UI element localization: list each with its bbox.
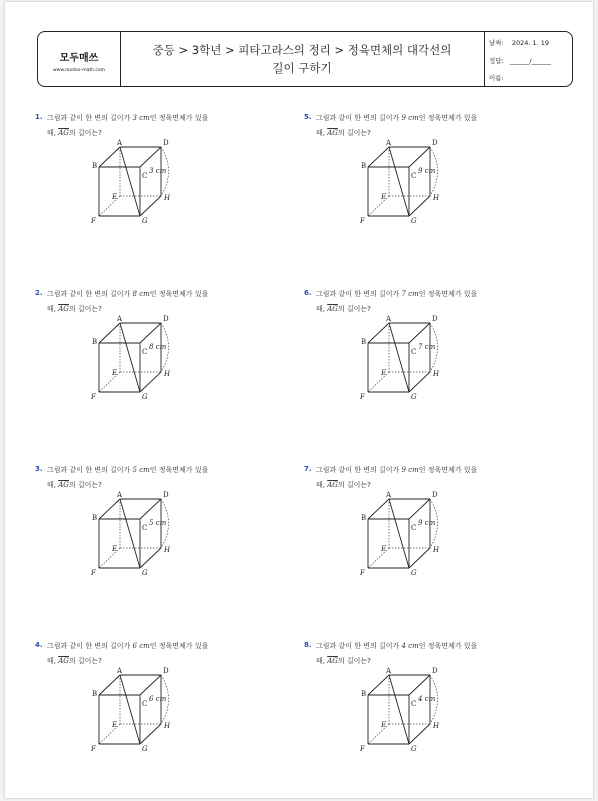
cube-edge	[120, 675, 140, 744]
cube-edge	[140, 147, 161, 167]
vertex-label-b: B	[92, 514, 98, 522]
vertex-label-d: D	[163, 667, 169, 675]
vertex-label-g: G	[142, 393, 148, 401]
vertex-label-g: G	[142, 569, 148, 577]
vertex-label-a: A	[386, 667, 392, 675]
segment-name: $\overline{AG}$	[58, 305, 69, 313]
problem-number: 4.	[35, 641, 43, 649]
vertex-label-c: C	[411, 348, 417, 356]
vertex-label-e: E	[112, 369, 118, 377]
problem-number: 1.	[35, 113, 43, 121]
side-length-unit: cm	[408, 642, 419, 650]
side-length-value: 6	[132, 642, 137, 650]
vertex-label-c: C	[411, 700, 417, 708]
problem-number: 7.	[304, 465, 312, 473]
vertex-label-e: E	[381, 721, 387, 729]
cube-edge	[409, 196, 430, 216]
side-length-unit: cm	[139, 114, 150, 122]
cube-edge	[140, 499, 161, 519]
logo	[38, 32, 121, 86]
problem-text-post: 인 정육면체가 있을	[418, 114, 478, 122]
title-line-2: 길이 구하기	[272, 61, 332, 75]
name-label: 이름:	[489, 74, 504, 82]
cube-figure	[359, 491, 469, 577]
vertex-label-c: C	[142, 524, 148, 532]
vertex-label-e: E	[112, 545, 118, 553]
vertex-label-f: F	[360, 393, 365, 401]
problem-text-line-1	[316, 289, 477, 299]
cube-edge	[140, 196, 161, 216]
worksheet-page	[5, 2, 593, 798]
answer-row	[489, 56, 551, 65]
meta-box	[484, 32, 573, 86]
problem-text-line-2	[47, 656, 102, 666]
side-length-unit: cm	[139, 466, 150, 474]
vertex-label-b: B	[361, 690, 367, 698]
problem-question: 의 길이는?	[68, 657, 102, 665]
cube-edge	[140, 724, 161, 744]
cube-edge	[409, 323, 430, 343]
problem-number: 2.	[35, 289, 43, 297]
problem-text-line-2	[316, 128, 371, 138]
edge-length-label: 9 cm	[418, 167, 436, 175]
edge-length-label: 5 cm	[149, 519, 167, 527]
edge-length-label: 7 cm	[418, 343, 436, 351]
vertex-label-e: E	[381, 545, 387, 553]
problem-text-line-1	[316, 113, 477, 123]
cube-edge	[409, 372, 430, 392]
problem-8	[304, 641, 544, 801]
problem-1	[35, 113, 275, 273]
cube-figure	[90, 315, 200, 401]
side-length-unit: cm	[139, 290, 150, 298]
problem-text-line-1	[316, 465, 477, 475]
side-length-unit: cm	[408, 466, 419, 474]
problem-text-pre: 그림과 같이 한 변의 길이가	[47, 466, 131, 474]
problem-text-line-1	[47, 113, 208, 123]
cube-edge	[409, 724, 430, 744]
worksheet-title	[121, 32, 483, 86]
segment-name: $\overline{AG}$	[58, 129, 69, 137]
cube-edge	[368, 499, 389, 519]
problem-number: 6.	[304, 289, 312, 297]
vertex-label-g: G	[411, 393, 417, 401]
cube-edge	[120, 499, 140, 568]
vertex-label-e: E	[381, 369, 387, 377]
vertex-label-d: D	[432, 139, 438, 147]
problem-text-line-1	[47, 641, 208, 651]
cube-edge	[368, 675, 389, 695]
vertex-label-f: F	[91, 745, 96, 753]
cube-edge	[99, 499, 120, 519]
vertex-label-h: H	[164, 194, 171, 202]
problem-text-line-1	[316, 641, 477, 651]
side-length-value: 8	[132, 290, 137, 298]
cube-figure	[359, 667, 469, 753]
cube-edge	[409, 548, 430, 568]
segment-name: $\overline{AG}$	[327, 481, 338, 489]
vertex-label-a: A	[117, 315, 123, 323]
vertex-label-a: A	[117, 139, 123, 147]
cube-edge	[140, 372, 161, 392]
name-row	[489, 73, 504, 82]
vertex-label-f: F	[91, 569, 96, 577]
problem-text-pre: 그림과 같이 한 변의 길이가	[47, 642, 131, 650]
vertex-label-h: H	[433, 722, 440, 730]
edge-length-label: 6 cm	[149, 695, 167, 703]
vertex-label-c: C	[142, 172, 148, 180]
answer-label: 정답:	[489, 57, 504, 65]
side-length-value: 4	[401, 642, 406, 650]
problem-text-when: 때,	[47, 657, 56, 665]
vertex-label-e: E	[381, 193, 387, 201]
cube-edge	[120, 147, 140, 216]
cube-figure	[90, 491, 200, 577]
vertex-label-f: F	[360, 569, 365, 577]
side-length-value: 3	[132, 114, 137, 122]
cube-edge	[368, 323, 389, 343]
vertex-label-b: B	[361, 514, 367, 522]
vertex-label-e: E	[112, 193, 118, 201]
cube-figure	[90, 667, 200, 753]
vertex-label-b: B	[361, 338, 367, 346]
cube-edge	[99, 675, 120, 695]
edge-length-label: 4 cm	[418, 695, 436, 703]
segment-name: $\overline{AG}$	[58, 481, 69, 489]
cube-edge	[99, 323, 120, 343]
problem-number: 5.	[304, 113, 312, 121]
logo-text: 모두매쓰	[59, 53, 99, 64]
vertex-label-h: H	[164, 546, 171, 554]
problem-text-when: 때,	[47, 481, 56, 489]
problem-text-line-2	[47, 480, 102, 490]
problem-number: 8.	[304, 641, 312, 649]
cube-edge	[389, 147, 409, 216]
side-length-value: 9	[401, 466, 406, 474]
problem-question: 의 길이는?	[337, 305, 371, 313]
cube-edge	[389, 499, 409, 568]
problem-question: 의 길이는?	[337, 129, 371, 137]
vertex-label-d: D	[163, 139, 169, 147]
problem-text-line-2	[47, 304, 102, 314]
cube-figure	[90, 139, 200, 225]
segment-name: $\overline{AG}$	[327, 305, 338, 313]
problem-text-post: 인 정육면체가 있을	[418, 290, 478, 298]
problem-text-when: 때,	[316, 481, 325, 489]
problem-text-post: 인 정육면체가 있을	[149, 466, 209, 474]
vertex-label-g: G	[411, 217, 417, 225]
problem-text-pre: 그림과 같이 한 변의 길이가	[316, 466, 400, 474]
cube-edge	[368, 147, 389, 167]
cube-edge	[409, 499, 430, 519]
vertex-label-h: H	[433, 194, 440, 202]
cube-figure	[359, 315, 469, 401]
logo-url: www.modoo-math.com	[52, 68, 106, 73]
vertex-label-c: C	[142, 348, 148, 356]
problem-text-pre: 그림과 같이 한 변의 길이가	[316, 290, 400, 298]
vertex-label-c: C	[411, 524, 417, 532]
cube-edge	[99, 147, 120, 167]
problem-text-post: 인 정육면체가 있을	[149, 290, 209, 298]
problem-5	[304, 113, 544, 273]
problem-text-when: 때,	[47, 129, 56, 137]
problem-text-pre: 그림과 같이 한 변의 길이가	[316, 114, 400, 122]
vertex-label-d: D	[163, 491, 169, 499]
vertex-label-c: C	[411, 172, 417, 180]
vertex-label-a: A	[117, 667, 123, 675]
problem-7	[304, 465, 544, 625]
problem-question: 의 길이는?	[68, 129, 102, 137]
cube-figure	[359, 139, 469, 225]
cube-edge	[140, 548, 161, 568]
date-row	[489, 38, 549, 47]
vertex-label-d: D	[432, 315, 438, 323]
segment-name: $\overline{AG}$	[58, 657, 69, 665]
problem-question: 의 길이는?	[68, 481, 102, 489]
date-value: 2024. 1. 19	[511, 39, 550, 47]
cube-edge	[140, 323, 161, 343]
problem-text-line-2	[316, 480, 371, 490]
problem-number: 3.	[35, 465, 43, 473]
vertex-label-g: G	[411, 569, 417, 577]
side-length-value: 7	[401, 290, 406, 298]
segment-name: $\overline{AG}$	[327, 129, 338, 137]
vertex-label-g: G	[142, 745, 148, 753]
problem-text-when: 때,	[316, 305, 325, 313]
problem-2	[35, 289, 275, 449]
vertex-label-h: H	[433, 370, 440, 378]
vertex-label-d: D	[163, 315, 169, 323]
vertex-label-f: F	[360, 217, 365, 225]
problem-text-when: 때,	[316, 657, 325, 665]
worksheet-header	[37, 31, 573, 87]
vertex-label-h: H	[164, 370, 171, 378]
side-length-unit: cm	[408, 114, 419, 122]
cube-edge	[140, 675, 161, 695]
vertex-label-a: A	[386, 491, 392, 499]
side-length-value: 5	[132, 466, 137, 474]
edge-length-label: 8 cm	[149, 343, 167, 351]
segment-name: $\overline{AG}$	[327, 657, 338, 665]
vertex-label-g: G	[411, 745, 417, 753]
problem-3	[35, 465, 275, 625]
cube-edge	[409, 147, 430, 167]
problem-text-post: 인 정육면체가 있을	[418, 642, 478, 650]
problem-text-line-1	[47, 289, 208, 299]
date-label: 날짜:	[489, 39, 504, 47]
problem-question: 의 길이는?	[337, 481, 371, 489]
cube-edge	[120, 323, 140, 392]
vertex-label-b: B	[92, 690, 98, 698]
vertex-label-f: F	[91, 393, 96, 401]
problem-6	[304, 289, 544, 449]
problem-text-post: 인 정육면체가 있을	[418, 466, 478, 474]
problem-text-line-2	[316, 656, 371, 666]
vertex-label-d: D	[432, 667, 438, 675]
edge-length-label: 3 cm	[149, 167, 167, 175]
vertex-label-h: H	[164, 722, 171, 730]
problem-text-line-1	[47, 465, 208, 475]
vertex-label-h: H	[433, 546, 440, 554]
problem-text-line-2	[47, 128, 102, 138]
vertex-label-e: E	[112, 721, 118, 729]
problem-text-when: 때,	[47, 305, 56, 313]
side-length-unit: cm	[408, 290, 419, 298]
vertex-label-g: G	[142, 217, 148, 225]
problem-text-pre: 그림과 같이 한 변의 길이가	[316, 642, 400, 650]
vertex-label-f: F	[360, 745, 365, 753]
problem-text-when: 때,	[316, 129, 325, 137]
title-line-1: 중등 > 3학년 > 피타고라스의 정리 > 정육면체의 대각선의	[152, 43, 452, 57]
side-length-unit: cm	[139, 642, 150, 650]
vertex-label-c: C	[142, 700, 148, 708]
problem-text-pre: 그림과 같이 한 변의 길이가	[47, 114, 131, 122]
problem-text-line-2	[316, 304, 371, 314]
edge-length-label: 9 cm	[418, 519, 436, 527]
cube-edge	[409, 675, 430, 695]
vertex-label-a: A	[386, 315, 392, 323]
cube-edge	[389, 675, 409, 744]
vertex-label-f: F	[91, 217, 96, 225]
vertex-label-b: B	[92, 162, 98, 170]
vertex-label-b: B	[92, 338, 98, 346]
problem-text-pre: 그림과 같이 한 변의 길이가	[47, 290, 131, 298]
vertex-label-a: A	[386, 139, 392, 147]
problem-4	[35, 641, 275, 801]
problem-question: 의 길이는?	[337, 657, 371, 665]
vertex-label-d: D	[432, 491, 438, 499]
answer-blank: ______/______	[509, 57, 552, 65]
problem-text-post: 인 정육면체가 있을	[149, 114, 209, 122]
side-length-value: 9	[401, 114, 406, 122]
problem-text-post: 인 정육면체가 있을	[149, 642, 209, 650]
cube-edge	[389, 323, 409, 392]
problem-question: 의 길이는?	[68, 305, 102, 313]
vertex-label-a: A	[117, 491, 123, 499]
vertex-label-b: B	[361, 162, 367, 170]
